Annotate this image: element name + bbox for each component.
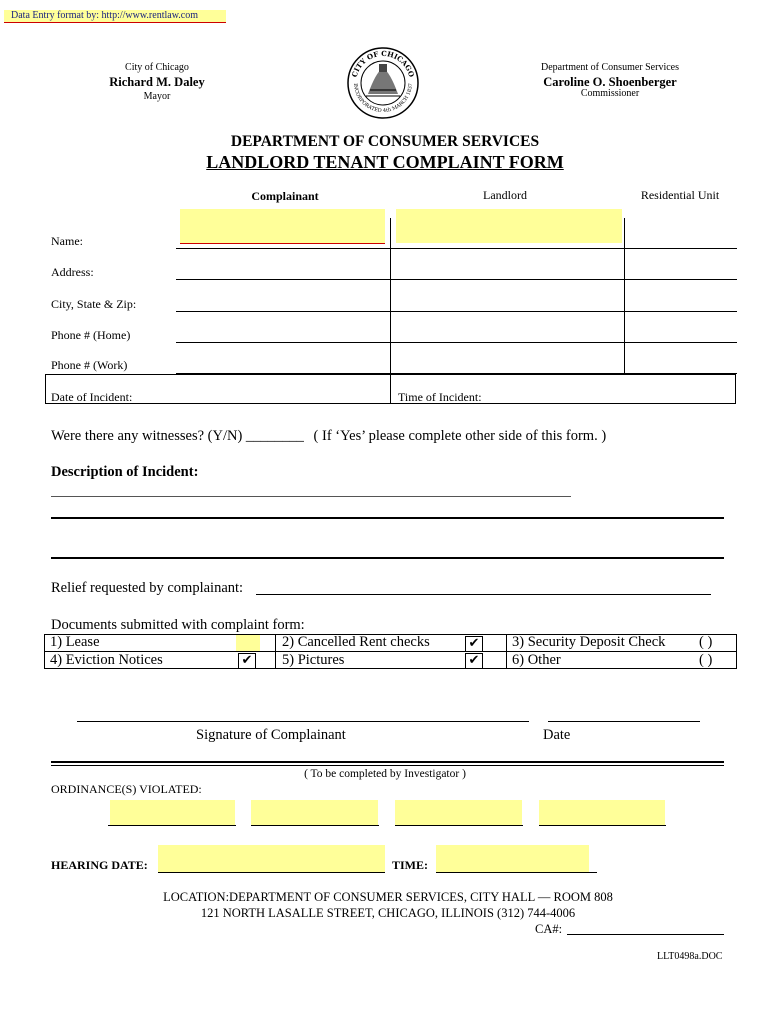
banner-text[interactable]: Data Entry format by: http://www.rentlaw.com <box>11 10 198 21</box>
ordinance-field-4-underline <box>539 825 666 826</box>
row-label-address: Address: <box>51 265 94 279</box>
doc-code: LLT0498a.DOC <box>657 951 723 962</box>
doc-item-security-deposit-check: 3) Security Deposit Check <box>512 634 666 650</box>
incident-date-time-box <box>45 374 736 404</box>
hearing-date-label: HEARING DATE: <box>51 858 148 872</box>
ordinance-field-2[interactable] <box>251 800 378 825</box>
witnesses-answer-blank[interactable]: ________ <box>245 428 304 444</box>
svg-text:INCORPORATED 4th MARCH 1837: INCORPORATED 4th MARCH 1837 <box>351 82 415 115</box>
complainant-name-field-underline <box>180 243 385 244</box>
witnesses-question-text: Were there any witnesses? (Y/N) <box>51 428 243 444</box>
footer-address: 121 NORTH LASALLE STREET, CHICAGO, ILLINOIS (312) 744-4006 <box>200 906 576 920</box>
description-line-3[interactable] <box>51 557 724 559</box>
svg-text:CITY OF CHICAGO: CITY OF CHICAGO <box>349 48 417 79</box>
row-line-address <box>176 279 737 280</box>
city-seal-icon <box>346 46 420 120</box>
ordinance-field-3[interactable] <box>395 800 522 825</box>
doc-eviction-notices-checkbox[interactable]: ✔ <box>238 653 256 669</box>
signature-line[interactable] <box>77 721 529 722</box>
header-right-name: Caroline O. Shoenberger <box>543 75 677 89</box>
ordinances-label: ORDINANCE(S) VIOLATED: <box>51 782 202 796</box>
signature-date-line[interactable] <box>548 721 700 722</box>
ordinance-field-2-underline <box>251 825 379 826</box>
hearing-date-field[interactable] <box>158 845 385 872</box>
header-right-title: Commissioner <box>580 88 640 99</box>
form-title: LANDLORD TENANT COMPLAINT FORM <box>206 152 564 172</box>
signature-label: Signature of Complainant <box>196 727 346 743</box>
doc-security-deposit-mark[interactable]: ( ) <box>699 634 713 650</box>
doc-item-eviction-notices: 4) Eviction Notices <box>50 652 163 668</box>
header-left-name: Richard M. Daley <box>109 75 205 89</box>
row-line-name <box>176 248 737 249</box>
ca-number-line[interactable] <box>567 934 724 935</box>
row-label-city-state-zip: City, State & Zip: <box>51 297 137 311</box>
time-of-incident-label[interactable]: Time of Incident: <box>398 390 482 404</box>
table-col-divider-2 <box>624 218 625 374</box>
ordinance-field-4[interactable] <box>539 800 665 825</box>
signature-date-label: Date <box>543 727 571 743</box>
relief-label: Relief requested by complainant: <box>51 580 244 596</box>
description-line-2[interactable] <box>51 517 724 519</box>
row-label-phone-work: Phone # (Work) <box>51 358 128 372</box>
hearing-date-underline <box>158 872 385 873</box>
doc-cancelled-rent-checkbox[interactable]: ✔ <box>465 636 483 652</box>
witnesses-question <box>51 428 606 445</box>
documents-label: Documents submitted with complaint form: <box>51 617 305 633</box>
hearing-time-field[interactable] <box>436 845 589 872</box>
investigator-divider-top <box>51 761 724 763</box>
description-line-1[interactable] <box>51 496 571 497</box>
footer-location: LOCATION:DEPARTMENT OF CONSUMER SERVICES, CITY HALL — ROOM 808 <box>163 890 613 904</box>
col-complainant: Complainant <box>251 189 319 203</box>
ordinance-field-1-underline <box>108 825 236 826</box>
header-right-dept: Department of Consumer Services <box>540 62 680 73</box>
doc-item-lease: 1) Lease <box>50 634 100 650</box>
doc-item-pictures: 5) Pictures <box>282 652 345 668</box>
documents-col-divider-1 <box>275 634 276 669</box>
witnesses-note: ( If ‘Yes’ please complete other side of this form. ) <box>313 428 607 444</box>
header-left-title: Mayor <box>143 91 171 102</box>
header-left-city: City of Chicago <box>125 62 189 73</box>
doc-pictures-checkbox[interactable]: ✔ <box>465 653 483 669</box>
dept-title: DEPARTMENT OF CONSUMER SERVICES <box>230 133 540 150</box>
row-label-name: Name: <box>51 234 83 248</box>
documents-col-divider-2 <box>506 634 507 669</box>
hearing-time-label: TIME: <box>392 858 428 872</box>
row-line-city <box>176 311 737 312</box>
complainant-name-field[interactable] <box>180 209 385 243</box>
doc-other-mark[interactable]: ( ) <box>699 652 713 668</box>
relief-input-line[interactable] <box>256 594 711 595</box>
investigator-note: ( To be completed by Investigator ) <box>304 768 466 780</box>
col-residential-unit: Residential Unit <box>640 188 720 202</box>
landlord-name-field[interactable] <box>396 209 622 243</box>
ordinance-field-1[interactable] <box>110 800 235 825</box>
hearing-time-underline <box>436 872 597 873</box>
doc-lease-checkbox[interactable] <box>236 635 260 651</box>
doc-item-cancelled-rent-checks: 2) Cancelled Rent checks <box>282 634 430 650</box>
doc-item-other: 6) Other <box>512 652 561 668</box>
banner-underline <box>4 22 226 23</box>
row-label-phone-home: Phone # (Home) <box>51 328 131 342</box>
ordinance-field-3-underline <box>395 825 523 826</box>
row-line-phone-home <box>176 342 737 343</box>
col-landlord: Landlord <box>483 188 527 202</box>
description-label: Description of Incident: <box>51 464 199 480</box>
date-of-incident-label[interactable]: Date of Incident: <box>51 390 133 404</box>
investigator-divider-bottom <box>51 765 724 766</box>
ca-label: CA#: <box>535 922 563 936</box>
